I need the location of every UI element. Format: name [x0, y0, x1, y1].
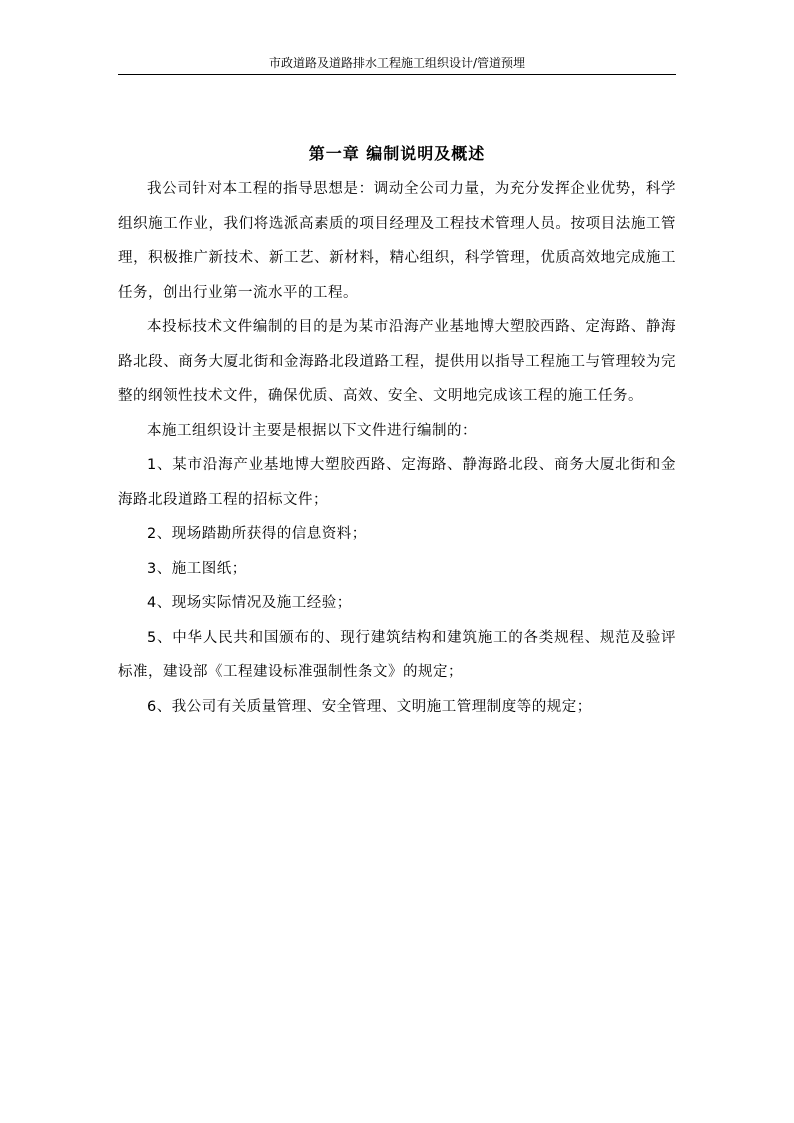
- list-item-company-rules: 6、我公司有关质量管理、安全管理、文明施工管理制度等的规定；: [147, 698, 592, 715]
- chapter-title: 第一章 编制说明及概述: [308, 144, 486, 163]
- list-item-site-experience: 4、现场实际情况及施工经验；: [147, 595, 352, 611]
- paragraph-guiding-principle: 我公司针对本工程的指导思想是：调动全公司力量，为充分发挥企业优势，科学组织施工作业，我们将选派高素质的项目经理及工程技术管理人员。按项目法施工管理，积极推广新技术、新工艺、新材料，精心组织，科学管理，优质高效地完成施工任务，创出行业第一流水平的工程。: [118, 181, 676, 301]
- running-header: 市政道路及道路排水工程施工组织设计/管道预埋: [118, 56, 676, 75]
- list-item-site-survey: 2、现场踏勘所获得的信息资料；: [147, 526, 367, 542]
- paragraph-purpose: 本投标技术文件编制的目的是为某市沿海产业基地博大塑胶西路、定海路、静海路北段、商务大厦北街和金海路北段道路工程，提供用以指导工程施工与管理较为完整的纲领性技术文件，确保优质、高效、安全、文明地完成该工程的施工任务。: [118, 319, 676, 404]
- list-item-national-codes: 5、中华人民共和国颁布的、现行建筑结构和建筑施工的各类规程、规范及验评标准，建设部《工程建设标准强制性条文》的规定；: [118, 629, 676, 680]
- list-item-tender-documents: 1、某市沿海产业基地博大塑胶西路、定海路、静海路北段、商务大厦北街和金海路北段道路工程的招标文件；: [118, 457, 676, 508]
- list-item-drawings: 3、施工图纸；: [147, 560, 247, 577]
- body-text: [118, 172, 676, 724]
- paragraph-basis-intro: 本施工组织设计主要是根据以下文件进行编制的：: [147, 422, 477, 439]
